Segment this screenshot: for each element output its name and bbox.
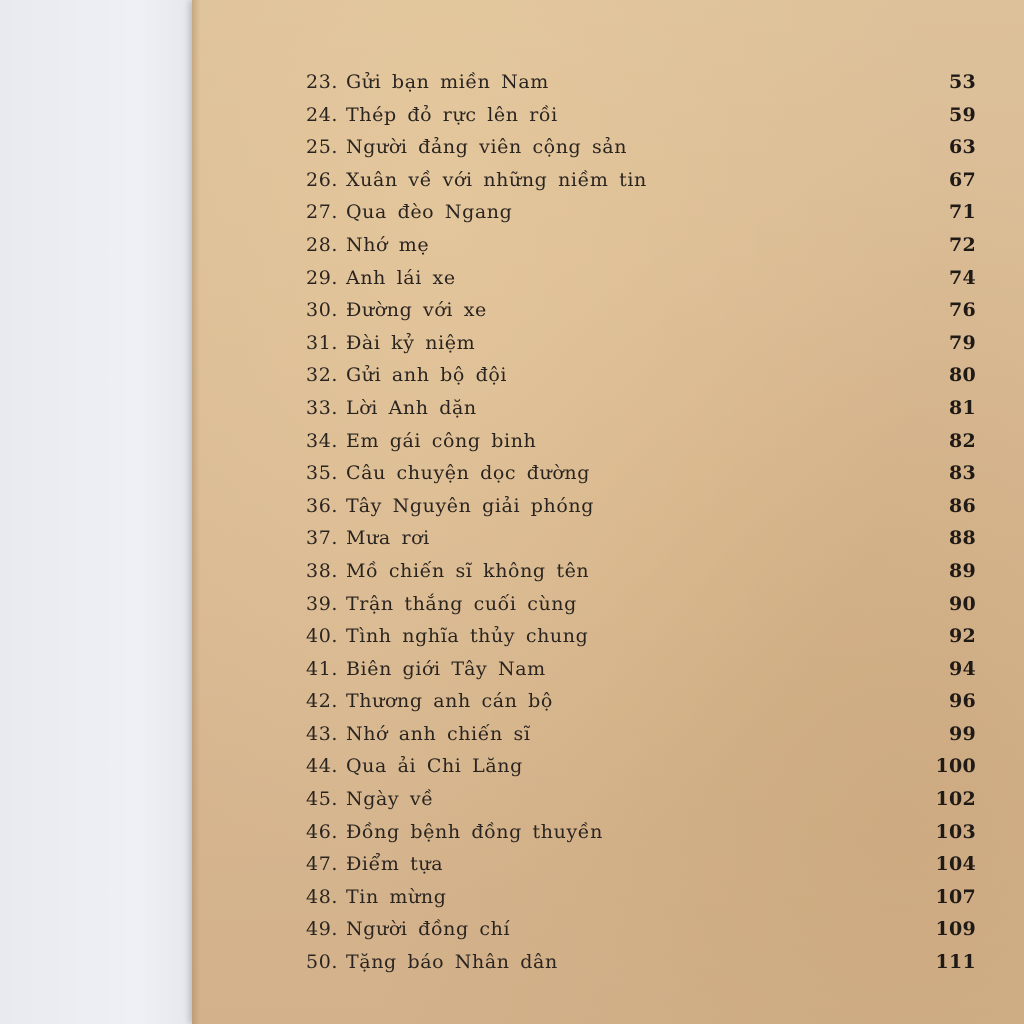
entry-title: Qua đèo Ngang bbox=[346, 201, 513, 224]
entry-number: 41. bbox=[306, 657, 339, 680]
entry-title: Nhớ anh chiến sĩ bbox=[346, 722, 531, 745]
entry-number: 49. bbox=[306, 918, 339, 941]
entry-page-number: 90 bbox=[948, 592, 976, 615]
toc-entry bbox=[306, 395, 976, 428]
entry-page-number: 94 bbox=[948, 657, 976, 680]
entry-page-number: 74 bbox=[948, 266, 976, 289]
entry-number: 47. bbox=[306, 853, 339, 876]
entry-title: Mưa rơi bbox=[346, 527, 430, 550]
entry-number: 23. bbox=[306, 71, 339, 93]
toc-entry bbox=[306, 362, 976, 395]
entry-title: Người đồng chí bbox=[346, 918, 511, 941]
entry-number: 48. bbox=[306, 885, 339, 908]
entry-page-number: 80 bbox=[948, 364, 976, 387]
toc-entry bbox=[306, 916, 976, 949]
entry-number: 38. bbox=[306, 559, 339, 582]
entry-number: 40. bbox=[306, 625, 339, 648]
entry-page-number: 53 bbox=[948, 71, 976, 93]
toc-entry bbox=[306, 949, 976, 982]
toc-entry bbox=[306, 69, 976, 102]
entry-title: Qua ải Chi Lăng bbox=[346, 755, 523, 778]
entry-title: Thương anh cán bộ bbox=[346, 690, 553, 713]
toc-entry bbox=[306, 525, 976, 558]
entry-page-number: 99 bbox=[948, 722, 976, 745]
toc-entry bbox=[306, 721, 976, 754]
toc-entry bbox=[306, 428, 976, 461]
entry-number: 26. bbox=[306, 168, 339, 191]
toc-entry bbox=[306, 199, 976, 232]
entry-number: 45. bbox=[306, 788, 339, 811]
entry-title: Gửi bạn miền Nam bbox=[346, 71, 549, 93]
toc-entry bbox=[306, 558, 976, 591]
entry-page-number: 82 bbox=[948, 429, 976, 452]
entry-number: 31. bbox=[306, 331, 339, 354]
entry-page-number: 96 bbox=[948, 690, 976, 713]
entry-title: Gửi anh bộ đội bbox=[346, 364, 508, 387]
entry-title: Biên giới Tây Nam bbox=[346, 657, 546, 680]
toc-entry bbox=[306, 297, 976, 330]
book-page bbox=[192, 0, 1024, 1024]
toc-entry bbox=[306, 591, 976, 624]
entry-page-number: 71 bbox=[948, 201, 976, 224]
entry-title: Đài kỷ niệm bbox=[346, 331, 476, 354]
entry-page-number: 63 bbox=[948, 136, 976, 159]
entry-number: 30. bbox=[306, 299, 339, 322]
toc-entry bbox=[306, 753, 976, 786]
toc-entry bbox=[306, 265, 976, 298]
table-of-contents bbox=[306, 69, 976, 982]
entry-page-number: 100 bbox=[935, 755, 976, 778]
entry-title: Em gái công binh bbox=[346, 429, 537, 452]
entry-page-number: 104 bbox=[935, 853, 976, 876]
entry-title: Đồng bệnh đồng thuyền bbox=[346, 820, 603, 843]
entry-page-number: 88 bbox=[948, 527, 976, 550]
entry-page-number: 81 bbox=[948, 396, 976, 419]
entry-number: 28. bbox=[306, 233, 339, 256]
entry-title: Mồ chiến sĩ không tên bbox=[346, 559, 590, 582]
toc-entry bbox=[306, 688, 976, 721]
entry-page-number: 86 bbox=[948, 494, 976, 517]
entry-title: Nhớ mẹ bbox=[346, 233, 430, 256]
entry-number: 27. bbox=[306, 201, 339, 224]
entry-title: Xuân về với những niềm tin bbox=[346, 168, 647, 191]
toc-entry bbox=[306, 884, 976, 917]
entry-number: 39. bbox=[306, 592, 339, 615]
toc-entry bbox=[306, 819, 976, 852]
entry-number: 44. bbox=[306, 755, 339, 778]
entry-page-number: 92 bbox=[948, 625, 976, 648]
white-backdrop bbox=[0, 0, 200, 1024]
entry-title: Điểm tựa bbox=[346, 853, 444, 876]
entry-title: Đường với xe bbox=[346, 299, 487, 322]
toc-entry bbox=[306, 623, 976, 656]
entry-page-number: 59 bbox=[948, 103, 976, 126]
toc-entry bbox=[306, 851, 976, 884]
toc-entry bbox=[306, 493, 976, 526]
toc-entry bbox=[306, 102, 976, 135]
entry-number: 24. bbox=[306, 103, 339, 126]
entry-number: 35. bbox=[306, 462, 339, 485]
entry-title: Anh lái xe bbox=[346, 266, 456, 289]
entry-title: Tình nghĩa thủy chung bbox=[346, 625, 589, 648]
entry-title: Tin mừng bbox=[346, 885, 447, 908]
entry-number: 42. bbox=[306, 690, 339, 713]
entry-number: 34. bbox=[306, 429, 339, 452]
toc-entry bbox=[306, 134, 976, 167]
entry-page-number: 89 bbox=[948, 559, 976, 582]
entry-number: 36. bbox=[306, 494, 339, 517]
toc-entry bbox=[306, 786, 976, 819]
entry-page-number: 83 bbox=[948, 462, 976, 485]
entry-page-number: 72 bbox=[948, 233, 976, 256]
entry-page-number: 111 bbox=[935, 951, 976, 974]
entry-number: 25. bbox=[306, 136, 339, 159]
toc-entry bbox=[306, 656, 976, 689]
entry-title: Tặng báo Nhân dân bbox=[346, 951, 558, 974]
entry-page-number: 79 bbox=[948, 331, 976, 354]
entry-number: 50. bbox=[306, 951, 339, 974]
entry-page-number: 76 bbox=[948, 299, 976, 322]
entry-number: 37. bbox=[306, 527, 339, 550]
toc-entry bbox=[306, 232, 976, 265]
entry-page-number: 67 bbox=[948, 168, 976, 191]
entry-number: 32. bbox=[306, 364, 339, 387]
entry-number: 46. bbox=[306, 820, 339, 843]
entry-title: Ngày về bbox=[346, 788, 434, 811]
entry-title: Câu chuyện dọc đường bbox=[346, 462, 591, 485]
toc-entry bbox=[306, 330, 976, 363]
entry-page-number: 107 bbox=[935, 885, 976, 908]
entry-title: Thép đỏ rực lên rồi bbox=[346, 103, 558, 126]
entry-page-number: 102 bbox=[935, 788, 976, 811]
entry-number: 43. bbox=[306, 722, 339, 745]
entry-page-number: 103 bbox=[935, 820, 976, 843]
entry-page-number: 109 bbox=[935, 918, 976, 941]
entry-title: Người đảng viên cộng sản bbox=[346, 136, 628, 159]
entry-title: Lời Anh dặn bbox=[346, 396, 477, 419]
entry-title: Trận thắng cuối cùng bbox=[346, 592, 577, 615]
toc-entry bbox=[306, 460, 976, 493]
toc-entry bbox=[306, 167, 976, 200]
entry-title: Tây Nguyên giải phóng bbox=[346, 494, 595, 517]
entry-number: 29. bbox=[306, 266, 339, 289]
entry-number: 33. bbox=[306, 396, 339, 419]
